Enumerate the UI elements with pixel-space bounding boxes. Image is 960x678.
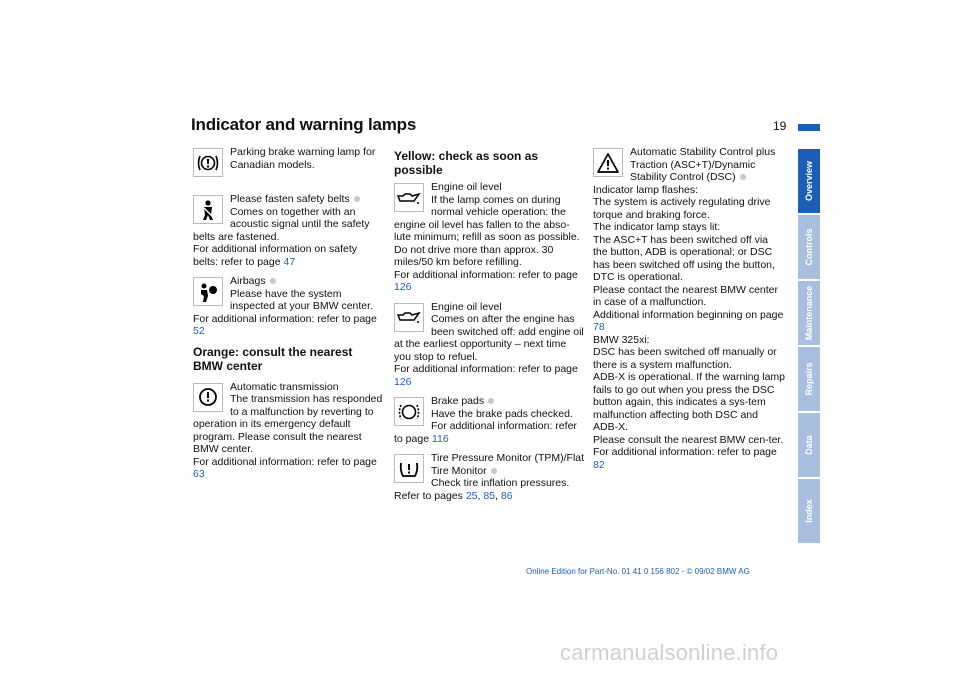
- status-dot-icon: [270, 278, 276, 284]
- entry-stability-control: [593, 146, 785, 471]
- separator: ,: [495, 489, 498, 502]
- oil-can-icon: [394, 303, 424, 332]
- page-number: 19: [773, 119, 787, 133]
- transmission-warning-icon: [193, 383, 223, 412]
- belt-description: Comes on together with an acoustic signal until the safety belts are fastened.: [193, 205, 370, 243]
- tab-repairs[interactable]: Repairs: [798, 347, 820, 411]
- trans-ref-text: For additional information: refer to page: [193, 455, 377, 468]
- asc-title: Automatic Stability Control plus Traction (ASC+T)/Dynamic Stability Control (DSC): [630, 146, 776, 183]
- entry-brake-pads: [394, 395, 586, 445]
- entry-parking-brake: [193, 146, 385, 179]
- page-link-126[interactable]: 126: [394, 281, 412, 293]
- airbag-icon: [193, 277, 223, 306]
- parking-text: Parking brake warning lamp for Canadian models.: [230, 146, 376, 171]
- tab-data[interactable]: Data: [798, 413, 820, 477]
- page-link-47[interactable]: 47: [283, 255, 296, 268]
- tpm-ref-text: Refer to pages: [394, 489, 463, 502]
- entry-oil-level-2: [394, 301, 586, 389]
- tire-pressure-icon: [394, 454, 424, 483]
- brake-description: Have the brake pads checked. For additional information: refer to page: [394, 407, 577, 445]
- footer-edition: Online Edition for Part-No. 01 41 0 156 802 - © 09/02 BMW AG: [526, 567, 750, 576]
- airbag-ref-text: For additional information: refer to page: [193, 312, 377, 325]
- entry-airbags: [193, 275, 385, 338]
- page-link-78[interactable]: 78: [593, 321, 605, 333]
- separator: ,: [477, 489, 481, 502]
- entry-transmission: [193, 381, 385, 481]
- belt-ref-text: For additional information on safety belts: refer to page: [193, 243, 358, 268]
- page-link-25[interactable]: 25: [465, 489, 478, 502]
- page-title: Indicator and warning lamps: [191, 115, 417, 134]
- belt-title: Please fasten safety belts: [230, 193, 350, 205]
- page-link-63[interactable]: 63: [193, 468, 205, 480]
- brake-pads-icon: [394, 397, 424, 426]
- asc-xi-description: BMW 325xi: DSC has been switched off manually or there is a system malfunction. ADB-X is operational. If the warning lamp fails to go out when you press the DSC button again, this indicates a sys-tem malfunction affecting both DSC and ADB-X. Please consult the nearest BMW cen-ter. For additional information: refer to page: [593, 333, 786, 458]
- tab-controls[interactable]: Controls: [798, 215, 820, 279]
- watermark: carmanualsonline.info: [560, 640, 779, 665]
- entry-tire-pressure: [394, 452, 586, 502]
- status-dot-icon: [740, 174, 746, 180]
- trans-description: The transmission has responded to a malfunction by reverting to operation in its emergency default program. Please consult the nearest BMW center.: [193, 393, 383, 455]
- airbag-description: Please have the system inspected at your BMW center.: [230, 287, 373, 312]
- oil1-description: If the lamp comes on during normal vehicle operation: the engine oil level has fallen to the abso-lute minimum; refill as soon as possible. Do not drive more than approx. 30 miles/50 km before refilling.: [394, 193, 580, 268]
- airbag-title: Airbags: [230, 275, 266, 287]
- brake-title: Brake pads: [431, 395, 485, 407]
- oil1-title: Engine oil level: [431, 181, 502, 193]
- status-dot-icon: [491, 468, 497, 474]
- oil2-ref-text: For additional information: refer to page: [394, 363, 578, 375]
- oil2-title: Engine oil level: [431, 300, 502, 313]
- orange-heading: Orange: consult the nearest BMW center: [193, 344, 353, 373]
- oil-can-icon: [394, 183, 424, 212]
- parking-brake-icon: [193, 148, 223, 177]
- column-1: [193, 146, 385, 488]
- tpm-title: Tire Pressure Monitor (TPM)/Flat Tire Monitor: [431, 452, 585, 477]
- entry-oil-level-1: [394, 181, 586, 294]
- entry-seat-belt: [193, 193, 385, 268]
- trans-title: Automatic transmission: [230, 380, 339, 393]
- oil2-description: Comes on after the engine has been switched off: add engine oil at the earliest opportunity – next time you stop to refuel.: [394, 313, 584, 363]
- tab-index[interactable]: Index: [798, 479, 820, 543]
- column-2: [394, 146, 586, 509]
- tab-overview[interactable]: Overview: [798, 149, 820, 213]
- yellow-heading: Yellow: check as soon as possible: [394, 149, 539, 177]
- page-link-52[interactable]: 52: [193, 325, 205, 337]
- page-link-126[interactable]: 126: [394, 375, 412, 388]
- page-link-116[interactable]: 116: [431, 432, 449, 445]
- page-link-86[interactable]: 86: [500, 489, 513, 502]
- seat-belt-icon: [193, 195, 223, 224]
- column-3: [593, 146, 785, 478]
- stability-control-icon: [593, 148, 623, 177]
- tpm-description: Check tire inflation pressures.: [431, 477, 570, 489]
- asc-description: Indicator lamp flashes: The system is actively regulating drive torque and braking force. The indicator lamp stays lit: The ASC+T has been switched off via the button, ADB is operational; or DSC has been switched off using the button, DTC is operational. Please contact the nearest BMW center in case of a malfunction. Additional information beginning on page: [593, 183, 784, 321]
- status-dot-icon: [354, 196, 360, 202]
- status-dot-icon: [488, 398, 494, 404]
- oil1-ref-text: For additional information: refer to page: [394, 268, 578, 281]
- page-link-85[interactable]: 85: [483, 489, 496, 502]
- page-link-82[interactable]: 82: [593, 458, 605, 471]
- page-marker-bar: [798, 124, 820, 131]
- section-tabs: [798, 149, 820, 545]
- tab-maintenance[interactable]: Maintenance: [798, 281, 820, 345]
